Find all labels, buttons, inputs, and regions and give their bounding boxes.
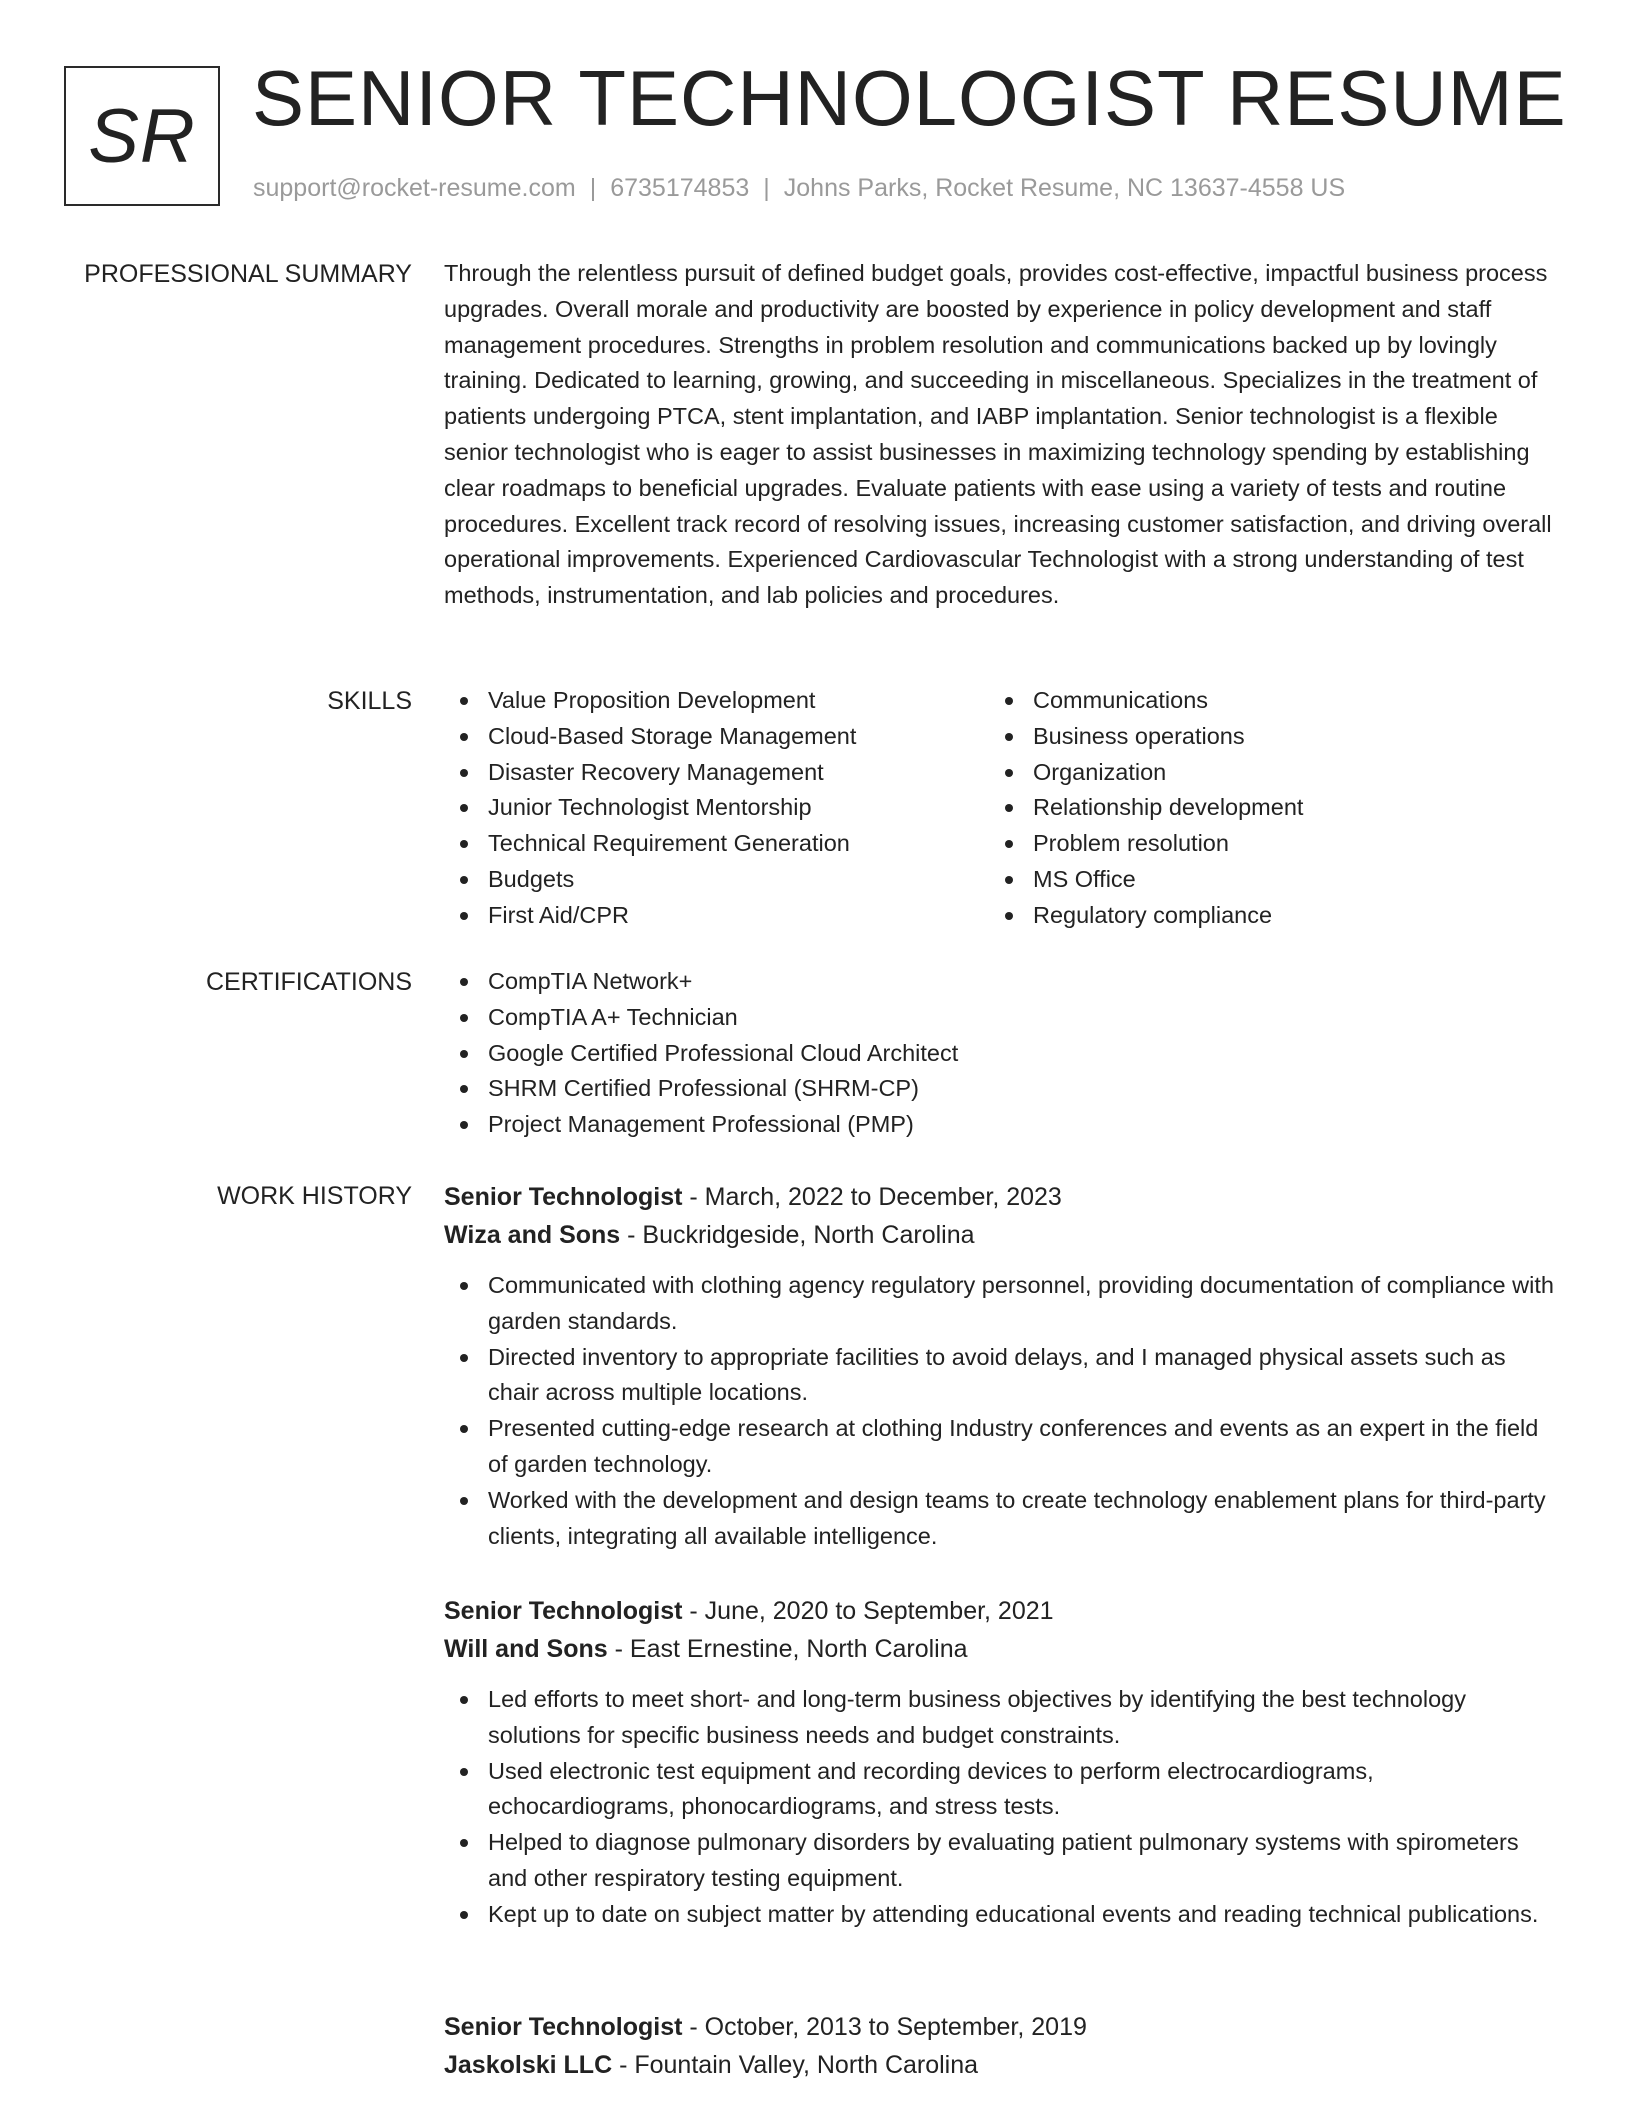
skill-item: Technical Requirement Generation xyxy=(444,826,989,862)
job-company-line xyxy=(444,1216,1554,1254)
job-location: - East Ernestine, North Carolina xyxy=(607,1635,968,1663)
skills-list-left xyxy=(444,683,989,934)
job-title: Senior Technologist xyxy=(444,2013,683,2041)
work-history-heading: WORK HISTORY xyxy=(217,1182,412,1210)
contact-address: Johns Parks, Rocket Resume, NC 13637-4558 US xyxy=(783,174,1346,202)
contact-separator: | xyxy=(589,174,597,202)
job-duties-list xyxy=(444,1268,1554,1554)
job-duty-item: Communicated with clothing agency regulatory personnel, providing documentation of compliance with garden standards. xyxy=(444,1268,1554,1340)
job-duty-item: Worked with the development and design teams to create technology enablement plans for third-party clients, integrating all available intelligence. xyxy=(444,1483,1554,1555)
skills-heading: SKILLS xyxy=(327,687,412,715)
job-duty-item: Directed inventory to appropriate facilities to avoid delays, and I managed physical assets such as chair across multiple locations. xyxy=(444,1340,1554,1412)
skills-body xyxy=(444,683,1554,934)
certifications-heading: CERTIFICATIONS xyxy=(205,968,412,996)
job-title-line xyxy=(444,1178,1554,1216)
job-duties-list xyxy=(444,1682,1554,1933)
job-entry xyxy=(444,2008,1554,2084)
resume-title: SENIOR TECHNOLOGIST RESUME xyxy=(252,54,1567,142)
job-duty-item: Kept up to date on subject matter by attending educational events and reading technical publications. xyxy=(444,1897,1554,1933)
contact-line xyxy=(253,174,1345,203)
job-title: Senior Technologist xyxy=(444,1597,683,1625)
job-company-line xyxy=(444,2046,1554,2084)
skill-item: First Aid/CPR xyxy=(444,898,989,934)
skill-item: Problem resolution xyxy=(989,826,1534,862)
monogram-box xyxy=(64,66,220,206)
job-dates: - October, 2013 to September, 2019 xyxy=(682,2013,1087,2041)
job-dates: - March, 2022 to December, 2023 xyxy=(682,1183,1062,1211)
certification-item: SHRM Certified Professional (SHRM-CP) xyxy=(444,1071,1554,1107)
job-title-line xyxy=(444,2008,1554,2046)
certification-item: Google Certified Professional Cloud Architect xyxy=(444,1036,1554,1072)
certification-item: Project Management Professional (PMP) xyxy=(444,1107,1554,1143)
job-duty-item: Presented cutting-edge research at clothing Industry conferences and events as an expert in the field of garden technology. xyxy=(444,1411,1554,1483)
skill-item: Value Proposition Development xyxy=(444,683,989,719)
certifications-list xyxy=(444,964,1554,1143)
job-location: - Buckridgeside, North Carolina xyxy=(620,1221,975,1249)
certifications-body xyxy=(444,964,1554,1143)
job-company: Wiza and Sons xyxy=(444,1221,621,1249)
skill-item: MS Office xyxy=(989,862,1534,898)
job-entry xyxy=(444,1178,1554,1554)
certification-item: CompTIA Network+ xyxy=(444,964,1554,1000)
summary-heading: PROFESSIONAL SUMMARY xyxy=(84,260,412,288)
job-company: Will and Sons xyxy=(444,1635,608,1663)
contact-phone[interactable]: 6735174853 xyxy=(610,174,750,202)
job-location: - Fountain Valley, North Carolina xyxy=(612,2051,979,2079)
job-company: Jaskolski LLC xyxy=(444,2051,613,2079)
certification-item: CompTIA A+ Technician xyxy=(444,1000,1554,1036)
job-duty-item: Led efforts to meet short- and long-term business objectives by identifying the best technology solutions for specific business needs and budget constraints. xyxy=(444,1682,1554,1754)
job-duty-item: Helped to diagnose pulmonary disorders by evaluating patient pulmonary systems with spirometers and other respiratory testing equipment. xyxy=(444,1825,1554,1897)
skills-list-right xyxy=(989,683,1534,934)
contact-email[interactable]: support@rocket-resume.com xyxy=(253,174,576,202)
contact-separator: | xyxy=(763,174,770,202)
skill-item: Relationship development xyxy=(989,790,1534,826)
skill-item: Disaster Recovery Management xyxy=(444,755,989,791)
job-title: Senior Technologist xyxy=(444,1183,683,1211)
skill-item: Budgets xyxy=(444,862,989,898)
skill-item: Communications xyxy=(989,683,1534,719)
job-title-line xyxy=(444,1592,1554,1630)
monogram-initials: SR xyxy=(88,93,196,179)
job-duty-item: Used electronic test equipment and recording devices to perform electrocardiograms, echocardiograms, phonocardiograms, and stress tests. xyxy=(444,1754,1554,1826)
summary-body xyxy=(444,256,1554,614)
skill-item: Business operations xyxy=(989,719,1534,755)
summary-text: Through the relentless pursuit of defined budget goals, provides cost-effective, impactful business process upgrades. Overall morale and productivity are boosted by experience in policy development and staff management procedures. Strengths in problem resolution and communications backed up by lovingly training. Dedicated to learning, growing, and succeeding in miscellaneous. Specializes in the treatment of patients undergoing PTCA, stent implantation, and IABP implantation. Senior technologist is a flexible senior technologist who is eager to assist businesses in maximizing technology spending by establishing clear roadmaps to beneficial upgrades. Evaluate patients with ease using a variety of tests and routine procedures. Excellent track record of resolving issues, increasing customer satisfaction, and driving overall operational improvements. Experienced Cardiovascular Technologist with a strong understanding of test methods, instrumentation, and lab policies and procedures. xyxy=(444,260,1552,609)
skill-item: Junior Technologist Mentorship xyxy=(444,790,989,826)
skill-item: Cloud-Based Storage Management xyxy=(444,719,989,755)
job-company-line xyxy=(444,1630,1554,1668)
skill-item: Regulatory compliance xyxy=(989,898,1534,934)
job-dates: - June, 2020 to September, 2021 xyxy=(682,1597,1054,1625)
job-entry xyxy=(444,1592,1554,1933)
skill-item: Organization xyxy=(989,755,1534,791)
